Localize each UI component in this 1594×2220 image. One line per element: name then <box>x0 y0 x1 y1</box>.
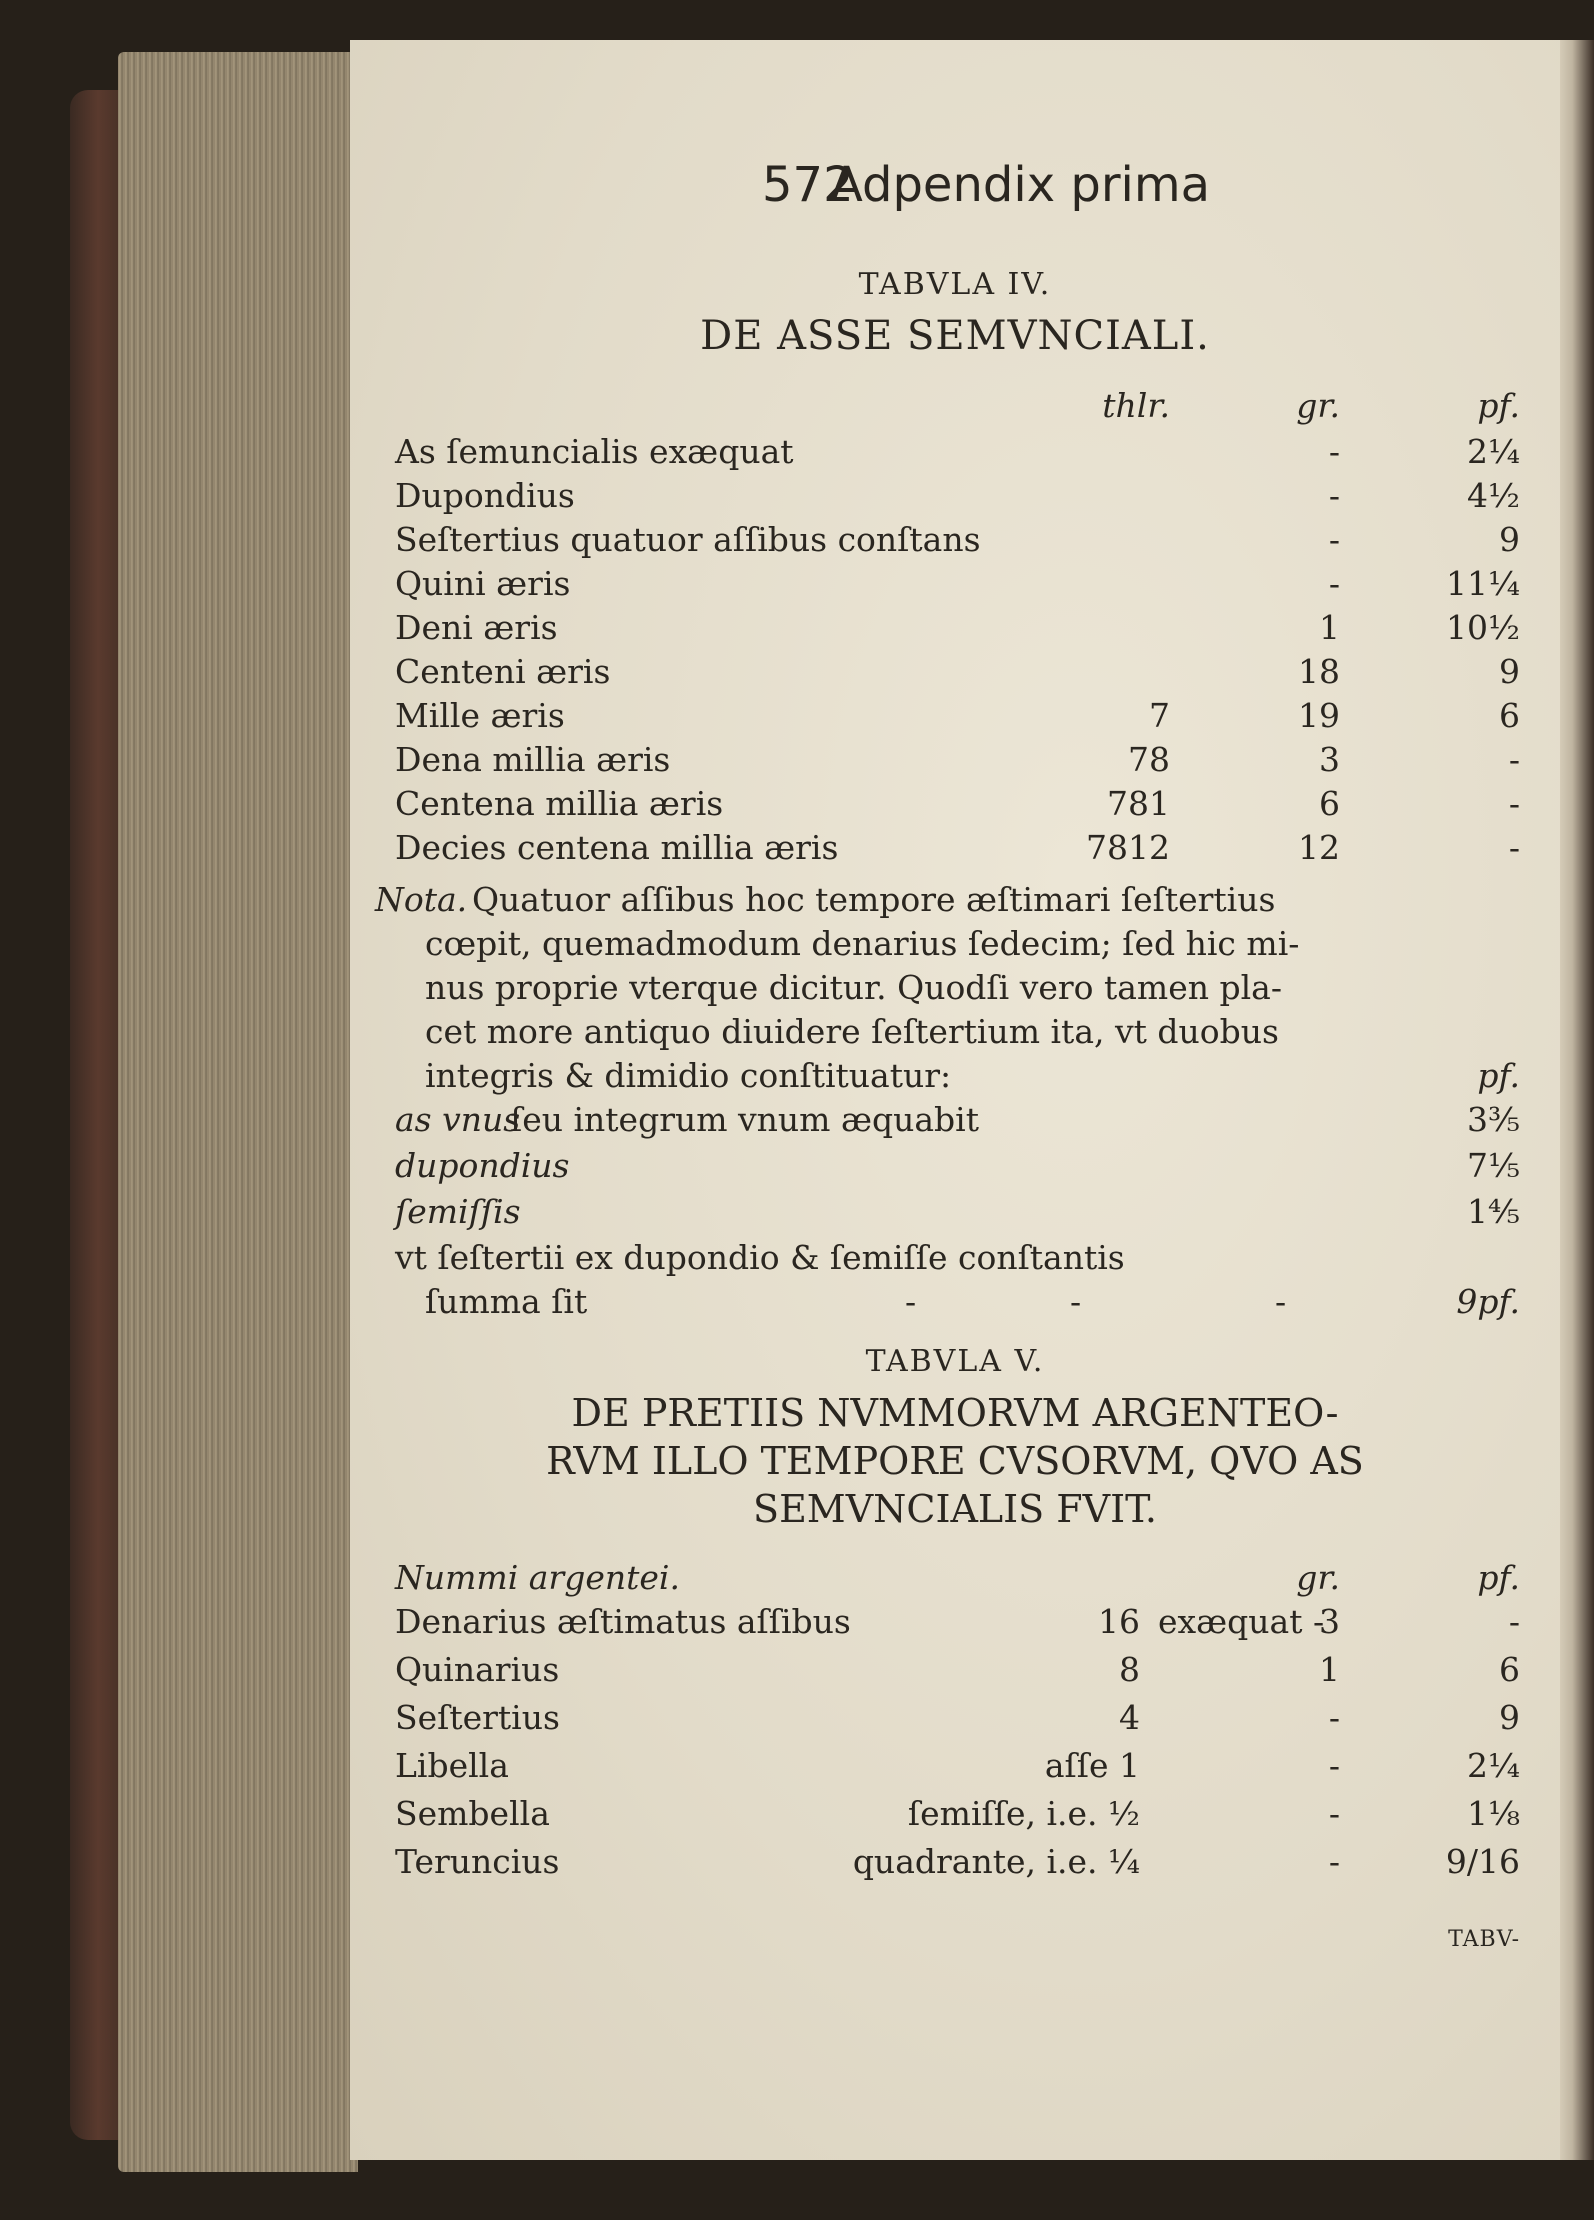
table5-title-line: SEMVNCIALIS FVIT. <box>753 1487 1157 1531</box>
table4-cell-gr: 19 <box>1298 696 1340 735</box>
table5-title-line: RVM ILLO TEMPORE CVSORVM, QVO AS <box>546 1439 1364 1483</box>
page-stack-edge <box>118 52 358 2172</box>
col-header-gr: gr. <box>1296 386 1340 425</box>
nota-line: nus proprie vterque dicitur. Quodſi vero tamen pla- <box>425 968 1283 1007</box>
facing-page-edge <box>1558 40 1594 2160</box>
table4-cell-pf: 9 <box>1499 520 1520 559</box>
page-number: 572 <box>762 157 854 213</box>
table5-row-header: Nummi argentei. <box>395 1558 680 1597</box>
table4-title: DE ASSE SEMVNCIALI. <box>700 313 1210 359</box>
table5-title-line: DE PRETIIS NVMMORVM ARGENTEO- <box>571 1391 1339 1435</box>
sum-value: 9pf. <box>1456 1282 1520 1321</box>
table5-label: TABVLA V. <box>865 1344 1045 1379</box>
table5-cell-pf: 1⅛ <box>1467 1794 1520 1833</box>
table4-cell-pf: - <box>1508 828 1520 867</box>
leader-dash: - <box>1070 1282 1082 1321</box>
table5-row-name: Seſtertius <box>395 1698 560 1737</box>
table5-cell-pf: 9 <box>1499 1698 1520 1737</box>
table4-cell-gr: - <box>1328 476 1340 515</box>
table5-cell-pf: - <box>1508 1602 1520 1641</box>
col-header-pf: pf. <box>1477 386 1520 425</box>
table4-cell-thlr: 781 <box>1107 784 1170 823</box>
nota-row-name: dupondius <box>395 1146 570 1185</box>
table5-cell-pf: 2¼ <box>1467 1746 1520 1785</box>
table5-cell-gr: - <box>1328 1746 1340 1785</box>
table4-cell-gr: - <box>1328 520 1340 559</box>
table4-cell-pf: - <box>1508 740 1520 779</box>
table5-row-name: Libella <box>395 1746 509 1785</box>
table5-row-name: Denarius æſtimatus aſſibus <box>395 1602 851 1641</box>
table4-cell-gr: 3 <box>1319 740 1340 779</box>
nota-line: cœpit, quemadmodum denarius ſedecim; ſed hic mi- <box>425 924 1300 963</box>
table4-cell-pf: 10½ <box>1446 608 1520 647</box>
table4-cell-pf: 11¼ <box>1446 564 1520 603</box>
nota-col-header-pf: pf. <box>1477 1056 1520 1095</box>
nota-row-text: ſeu integrum vnum æquabit <box>510 1100 979 1139</box>
book-page <box>350 40 1560 2160</box>
leader-dash: - <box>1275 1282 1287 1321</box>
table5-cell-gr: - <box>1328 1842 1340 1881</box>
table5-row-name: Sembella <box>395 1794 550 1833</box>
table5-cell-rate: ſemiſſe, i.e. ½ <box>907 1794 1140 1833</box>
table4-row-name: Deni æris <box>395 608 558 647</box>
table4-row-name: Centeni æris <box>395 652 611 691</box>
table4-row-name: As ſemuncialis exæquat <box>395 432 794 471</box>
table5-cell-gr: - <box>1328 1698 1340 1737</box>
table4-cell-pf: 4½ <box>1467 476 1520 515</box>
nota-row-pf: 1⅘ <box>1467 1192 1520 1231</box>
table4-cell-gr: 1 <box>1319 608 1340 647</box>
table4-row-name: Centena millia æris <box>395 784 724 823</box>
table4-cell-thlr: 7 <box>1149 696 1170 735</box>
nota-label: Nota. <box>375 880 468 919</box>
table5-cell-rate: 16 <box>1098 1602 1140 1641</box>
table4-cell-pf: 6 <box>1499 696 1520 735</box>
table4-row-name: Seſtertius quatuor aſſibus conſtans <box>395 520 981 559</box>
sum-line: ſumma ſit <box>425 1282 588 1321</box>
nota-line: integris & dimidio conſtituatur: <box>425 1056 952 1095</box>
nota-row-name: ſemiſſis <box>395 1192 521 1231</box>
table5-cell-gr: - <box>1328 1794 1340 1833</box>
table5-cell-tail: exæquat - <box>1158 1602 1325 1641</box>
table4-cell-pf: 9 <box>1499 652 1520 691</box>
table4-row-name: Dupondius <box>395 476 575 515</box>
table5-col-header-gr: gr. <box>1296 1558 1340 1597</box>
table4-cell-gr: 18 <box>1298 652 1340 691</box>
table4-row-name: Dena millia æris <box>395 740 671 779</box>
table4-cell-gr: 12 <box>1298 828 1340 867</box>
table4-cell-thlr: 7812 <box>1086 828 1170 867</box>
col-header-thlr: thlr. <box>1102 386 1170 425</box>
table4-row-name: Decies centena millia æris <box>395 828 839 867</box>
nota-line: cet more antiquo diuidere ſeſtertium ita, vt duobus <box>425 1012 1279 1051</box>
table5-cell-pf: 9/16 <box>1445 1842 1520 1881</box>
sum-line: vt ſeſtertii ex dupondio & ſemiſſe conſtantis <box>395 1238 1125 1277</box>
table5-row-name: Teruncius <box>395 1842 560 1881</box>
table5-col-header-pf: pf. <box>1477 1558 1520 1597</box>
table5-cell-rate: 4 <box>1119 1698 1140 1737</box>
catchword: TABV- <box>1448 1927 1520 1952</box>
nota-row-name: as vnus <box>395 1100 521 1139</box>
table5-cell-pf: 6 <box>1499 1650 1520 1689</box>
table4-cell-gr: 6 <box>1319 784 1340 823</box>
table4-row-name: Mille æris <box>395 696 565 735</box>
nota-row-pf: 7⅕ <box>1467 1146 1520 1185</box>
table4-cell-pf: 2¼ <box>1467 432 1520 471</box>
table5-cell-gr: 3 <box>1319 1602 1340 1641</box>
table4-label: TABVLA IV. <box>858 267 1052 302</box>
nota-line: Quatuor aſſibus hoc tempore æſtimari ſeſtertius <box>472 880 1276 919</box>
table4-row-name: Quini æris <box>395 564 571 603</box>
table4-cell-thlr: 78 <box>1128 740 1170 779</box>
table5-cell-rate: aſſe 1 <box>1044 1746 1140 1785</box>
nota-row-pf: 3⅗ <box>1467 1100 1520 1139</box>
table4-cell-pf: - <box>1508 784 1520 823</box>
table4-cell-gr: - <box>1328 432 1340 471</box>
table5-cell-rate: 8 <box>1119 1650 1140 1689</box>
table5-cell-rate: quadrante, i.e. ¼ <box>852 1842 1140 1881</box>
table5-row-name: Quinarius <box>395 1650 560 1689</box>
leader-dash: - <box>905 1282 917 1321</box>
table5-cell-gr: 1 <box>1319 1650 1340 1689</box>
running-title: Adpendix prima <box>830 157 1211 213</box>
table4-cell-gr: - <box>1328 564 1340 603</box>
